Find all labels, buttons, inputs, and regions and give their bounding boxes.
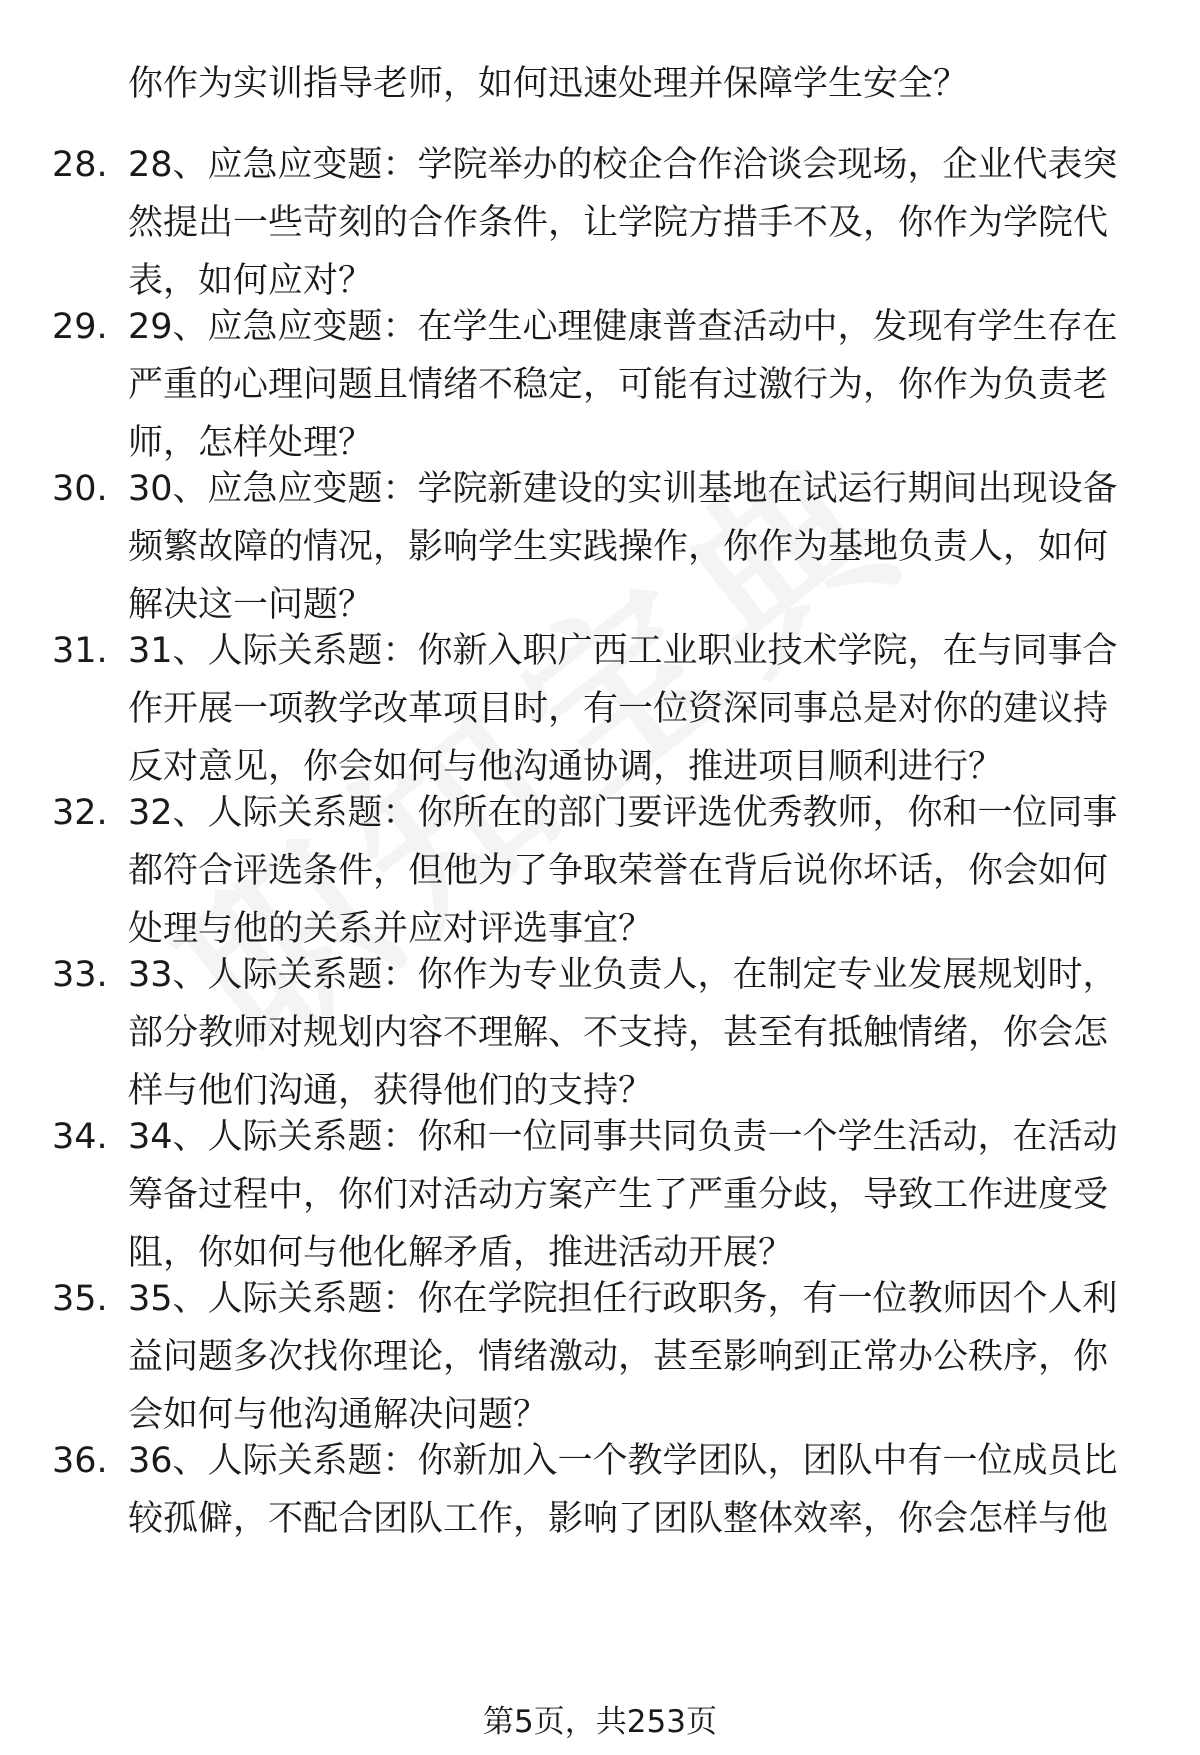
question-line: 33、人际关系题：你作为专业负责人，在制定专业发展规划时， (128, 955, 1118, 995)
question-text (128, 298, 1148, 472)
question-line: 师，怎样处理？ (128, 423, 374, 463)
question-text (128, 460, 1148, 634)
question-line: 然提出一些苛刻的合作条件，让学院方措手不及，你作为学院代 (128, 203, 1109, 243)
question-text (128, 622, 1148, 796)
question-line: 作开展一项教学改革项目时，有一位资深同事总是对你的建议持 (128, 689, 1109, 729)
question-number: 28. (52, 145, 108, 185)
question-line: 29、应急应变题：在学生心理健康普查活动中，发现有学生存在 (128, 307, 1118, 347)
continuation-line: 你作为实训指导老师，如何迅速处理并保障学生安全？ (128, 64, 969, 104)
question-text (128, 946, 1148, 1120)
question-line: 解决这一问题？ (128, 585, 374, 625)
question-line: 严重的心理问题且情绪不稳定，可能有过激行为，你作为负责老 (128, 365, 1109, 405)
question-line: 部分教师对规划内容不理解、不支持，甚至有抵触情绪，你会怎 (128, 1013, 1109, 1053)
question-number: 32. (52, 793, 108, 833)
question-number: 29. (52, 307, 108, 347)
question-line: 34、人际关系题：你和一位同事共同负责一个学生活动，在活动 (128, 1117, 1118, 1157)
question-line: 表，如何应对？ (128, 261, 374, 301)
question-line: 频繁故障的情况，影响学生实践操作，你作为基地负责人，如何 (128, 527, 1109, 567)
question-line: 反对意见，你会如何与他沟通协调，推进项目顺利进行？ (128, 747, 1004, 787)
question-line: 会如何与他沟通解决问题？ (128, 1395, 549, 1435)
question-line: 35、人际关系题：你在学院担任行政职务，有一位教师因个人利 (128, 1279, 1118, 1319)
question-number: 34. (52, 1117, 108, 1157)
question-number: 33. (52, 955, 108, 995)
question-text (128, 784, 1148, 958)
question-number: 36. (52, 1441, 108, 1481)
question-line: 益问题多次找你理论，情绪激动，甚至影响到正常办公秩序，你 (128, 1337, 1109, 1377)
question-line: 阻，你如何与他化解矛盾，推进活动开展？ (128, 1233, 794, 1273)
question-line: 较孤僻，不配合团队工作，影响了团队整体效率，你会怎样与他 (128, 1499, 1109, 1539)
question-text (128, 1270, 1148, 1444)
question-text (128, 1432, 1148, 1548)
question-line: 都符合评选条件，但他为了争取荣誉在背后说你坏话，你会如何 (128, 851, 1109, 891)
question-line: 处理与他的关系并应对评选事宜？ (128, 909, 654, 949)
question-line: 32、人际关系题：你所在的部门要评选优秀教师，你和一位同事 (128, 793, 1118, 833)
question-line: 30、应急应变题：学院新建设的实训基地在试运行期间出现设备 (128, 469, 1118, 509)
question-line: 28、应急应变题：学院举办的校企合作洽谈会现场，企业代表突 (128, 145, 1118, 185)
question-line: 筹备过程中，你们对活动方案产生了严重分歧，导致工作进度受 (128, 1175, 1109, 1215)
question-number: 30. (52, 469, 108, 509)
question-number: 35. (52, 1279, 108, 1319)
question-text (128, 1108, 1148, 1282)
question-number: 31. (52, 631, 108, 671)
question-line: 36、人际关系题：你新加入一个教学团队，团队中有一位成员比 (128, 1441, 1118, 1481)
question-line: 31、人际关系题：你新入职广西工业职业技术学院，在与同事合 (128, 631, 1118, 671)
question-text (128, 136, 1148, 310)
page-footer: 第5页，共253页 (483, 1704, 717, 1740)
question-line: 样与他们沟通，获得他们的支持？ (128, 1071, 654, 1111)
